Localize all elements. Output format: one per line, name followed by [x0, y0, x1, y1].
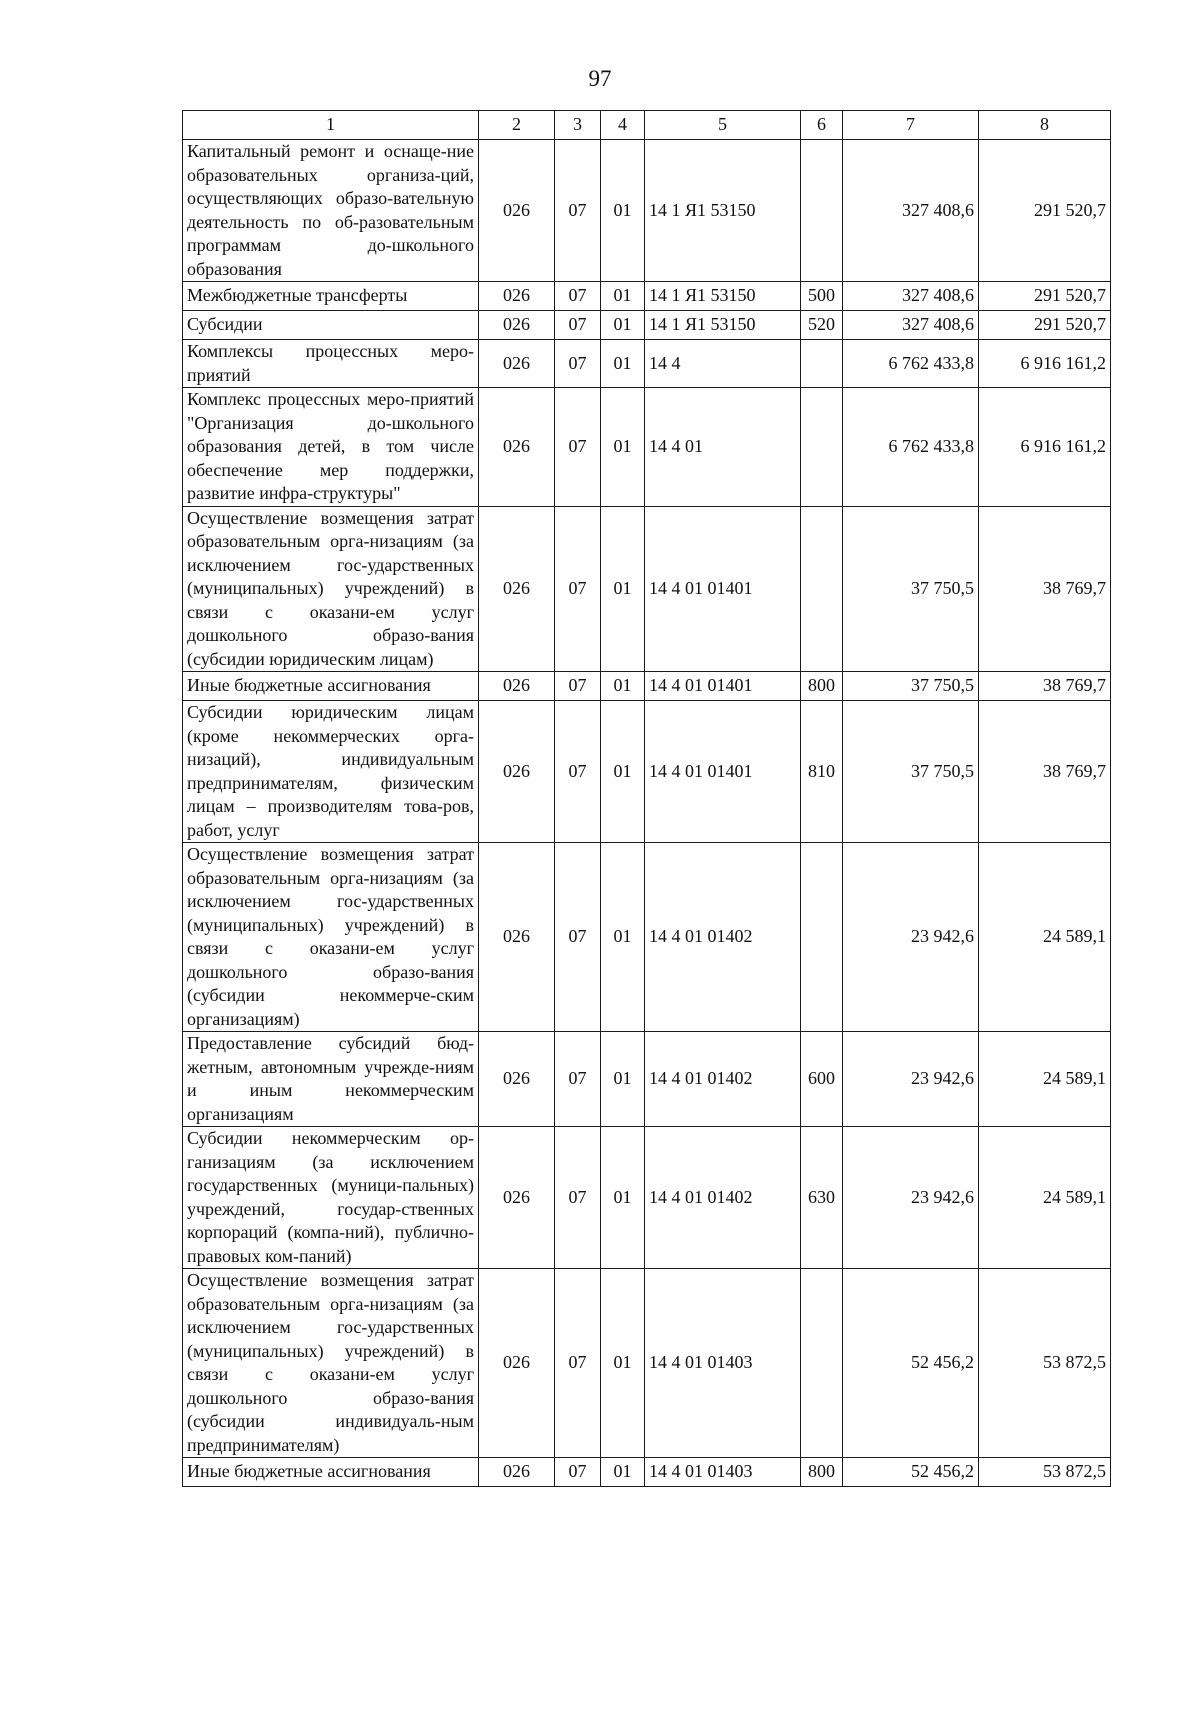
- row-col7: 6 762 433,8: [843, 340, 979, 388]
- row-col6: [801, 388, 843, 507]
- table-row: [183, 282, 1111, 311]
- row-col3: 07: [555, 1458, 601, 1487]
- row-col6: 500: [801, 282, 843, 311]
- row-col7: 23 942,6: [843, 1032, 979, 1127]
- row-col2: 026: [479, 672, 555, 701]
- row-col8: 6 916 161,2: [979, 340, 1111, 388]
- row-col7: 23 942,6: [843, 843, 979, 1032]
- row-col7: 52 456,2: [843, 1269, 979, 1458]
- row-col6: [801, 140, 843, 282]
- row-col2: 026: [479, 1269, 555, 1458]
- table-row: [183, 843, 1111, 1032]
- header-col-8: 8: [979, 111, 1111, 140]
- row-col8: 291 520,7: [979, 140, 1111, 282]
- row-col8: 53 872,5: [979, 1269, 1111, 1458]
- row-name: Осуществление возмещения затрат образовательным орга-низациям (за исключением гос-ударственных (муниципальных) учреждений) в связи с оказани-ем услуг дошкольного образо-вания (субсидии индивидуаль-ным предпринимателям): [183, 1269, 479, 1458]
- row-col5: 14 1 Я1 53150: [645, 311, 801, 340]
- row-col6: 800: [801, 1458, 843, 1487]
- row-col3: 07: [555, 1269, 601, 1458]
- row-col2: 026: [479, 311, 555, 340]
- table-row: [183, 140, 1111, 282]
- row-name: Комплекс процессных меро-приятий "Организация до-школьного образования детей, в том числе обеспечение мер поддержки, развитие инфра-структуры": [183, 388, 479, 507]
- row-col6: [801, 506, 843, 672]
- table-row: [183, 1269, 1111, 1458]
- row-col3: 07: [555, 340, 601, 388]
- row-col4: 01: [601, 282, 645, 311]
- row-name: Осуществление возмещения затрат образовательным орга-низациям (за исключением гос-ударственных (муниципальных) учреждений) в связи с оказани-ем услуг дошкольного образо-вания (субсидии юридическим лицам): [183, 506, 479, 672]
- row-col4: 01: [601, 1032, 645, 1127]
- row-col7: 6 762 433,8: [843, 388, 979, 507]
- row-name: Комплексы процессных меро-приятий: [183, 340, 479, 388]
- row-name: Межбюджетные трансферты: [183, 282, 479, 311]
- row-col3: 07: [555, 1127, 601, 1269]
- row-col4: 01: [601, 843, 645, 1032]
- row-col3: 07: [555, 282, 601, 311]
- row-col8: 291 520,7: [979, 282, 1111, 311]
- row-col2: 026: [479, 282, 555, 311]
- row-col6: 520: [801, 311, 843, 340]
- row-col4: 01: [601, 140, 645, 282]
- row-col6: 810: [801, 701, 843, 843]
- row-name: Субсидии юридическим лицам (кроме некоммерческих орга-низаций), индивидуальным предпринимателям, физическим лицам – производителям това-ров, работ, услуг: [183, 701, 479, 843]
- row-col5: 14 4 01 01402: [645, 1032, 801, 1127]
- row-col8: 6 916 161,2: [979, 388, 1111, 507]
- row-col5: 14 4 01 01401: [645, 701, 801, 843]
- row-col6: [801, 340, 843, 388]
- row-col5: 14 4 01 01403: [645, 1269, 801, 1458]
- row-col6: 600: [801, 1032, 843, 1127]
- row-col5: 14 4 01 01402: [645, 1127, 801, 1269]
- row-name: Субсидии некоммерческим ор-ганизациям (за исключением государственных (муници-пальных) учреждений, государ-ственных корпораций (компа-ний), публично-правовых ком-паний): [183, 1127, 479, 1269]
- row-name: Иные бюджетные ассигнования: [183, 1458, 479, 1487]
- header-col-7: 7: [843, 111, 979, 140]
- table-row: [183, 672, 1111, 701]
- row-col6: [801, 1269, 843, 1458]
- row-col2: 026: [479, 140, 555, 282]
- row-col7: 327 408,6: [843, 140, 979, 282]
- row-col5: 14 1 Я1 53150: [645, 282, 801, 311]
- row-col5: 14 4: [645, 340, 801, 388]
- header-col-2: 2: [479, 111, 555, 140]
- row-col4: 01: [601, 701, 645, 843]
- row-col2: 026: [479, 388, 555, 507]
- row-col4: 01: [601, 311, 645, 340]
- header-col-1: 1: [183, 111, 479, 140]
- row-col8: 24 589,1: [979, 1127, 1111, 1269]
- row-col2: 026: [479, 506, 555, 672]
- table-row: [183, 388, 1111, 507]
- row-col5: 14 4 01 01401: [645, 672, 801, 701]
- row-col8: 38 769,7: [979, 672, 1111, 701]
- row-col8: 38 769,7: [979, 506, 1111, 672]
- row-col2: 026: [479, 843, 555, 1032]
- row-name: Субсидии: [183, 311, 479, 340]
- row-col4: 01: [601, 1269, 645, 1458]
- header-col-6: 6: [801, 111, 843, 140]
- table-row: [183, 1458, 1111, 1487]
- row-col6: 800: [801, 672, 843, 701]
- row-col4: 01: [601, 506, 645, 672]
- row-col3: 07: [555, 672, 601, 701]
- row-name: Капитальный ремонт и оснаще-ние образовательных организа-ций, осуществляющих образо-вательную деятельность по об-разовательным программам до-школьного образования: [183, 140, 479, 282]
- table-row: [183, 340, 1111, 388]
- header-col-4: 4: [601, 111, 645, 140]
- row-col5: 14 4 01 01403: [645, 1458, 801, 1487]
- row-col4: 01: [601, 672, 645, 701]
- row-col6: 630: [801, 1127, 843, 1269]
- table-row: [183, 1032, 1111, 1127]
- table-row: [183, 506, 1111, 672]
- row-col4: 01: [601, 1127, 645, 1269]
- row-col5: 14 4 01 01401: [645, 506, 801, 672]
- row-col7: 37 750,5: [843, 701, 979, 843]
- header-col-3: 3: [555, 111, 601, 140]
- row-name: Иные бюджетные ассигнования: [183, 672, 479, 701]
- row-col8: 24 589,1: [979, 843, 1111, 1032]
- row-col7: 327 408,6: [843, 311, 979, 340]
- row-col2: 026: [479, 1032, 555, 1127]
- row-col4: 01: [601, 340, 645, 388]
- row-col2: 026: [479, 340, 555, 388]
- row-col7: 23 942,6: [843, 1127, 979, 1269]
- header-col-5: 5: [645, 111, 801, 140]
- row-col4: 01: [601, 388, 645, 507]
- row-col7: 37 750,5: [843, 672, 979, 701]
- row-col5: 14 4 01: [645, 388, 801, 507]
- page-number: 97: [588, 66, 612, 91]
- row-col7: 52 456,2: [843, 1458, 979, 1487]
- table-row: [183, 311, 1111, 340]
- row-name: Предоставление субсидий бюд-жетным, автономным учрежде-ниям и иным некоммерческим организациям: [183, 1032, 479, 1127]
- table-row: [183, 701, 1111, 843]
- row-col5: 14 4 01 01402: [645, 843, 801, 1032]
- row-col8: 38 769,7: [979, 701, 1111, 843]
- row-col2: 026: [479, 1458, 555, 1487]
- row-col3: 07: [555, 506, 601, 672]
- header-row: [183, 111, 1111, 140]
- row-col4: 01: [601, 1458, 645, 1487]
- row-col6: [801, 843, 843, 1032]
- row-col3: 07: [555, 843, 601, 1032]
- row-col3: 07: [555, 311, 601, 340]
- row-col2: 026: [479, 1127, 555, 1269]
- row-col8: 291 520,7: [979, 311, 1111, 340]
- row-col8: 53 872,5: [979, 1458, 1111, 1487]
- budget-table: [182, 110, 1111, 1487]
- table-row: [183, 1127, 1111, 1269]
- row-col7: 37 750,5: [843, 506, 979, 672]
- row-col7: 327 408,6: [843, 282, 979, 311]
- row-col3: 07: [555, 140, 601, 282]
- row-col5: 14 1 Я1 53150: [645, 140, 801, 282]
- row-col3: 07: [555, 1032, 601, 1127]
- row-col3: 07: [555, 388, 601, 507]
- row-col8: 24 589,1: [979, 1032, 1111, 1127]
- row-name: Осуществление возмещения затрат образовательным орга-низациям (за исключением гос-ударственных (муниципальных) учреждений) в связи с оказани-ем услуг дошкольного образо-вания (субсидии некоммерче-ским организациям): [183, 843, 479, 1032]
- row-col3: 07: [555, 701, 601, 843]
- row-col2: 026: [479, 701, 555, 843]
